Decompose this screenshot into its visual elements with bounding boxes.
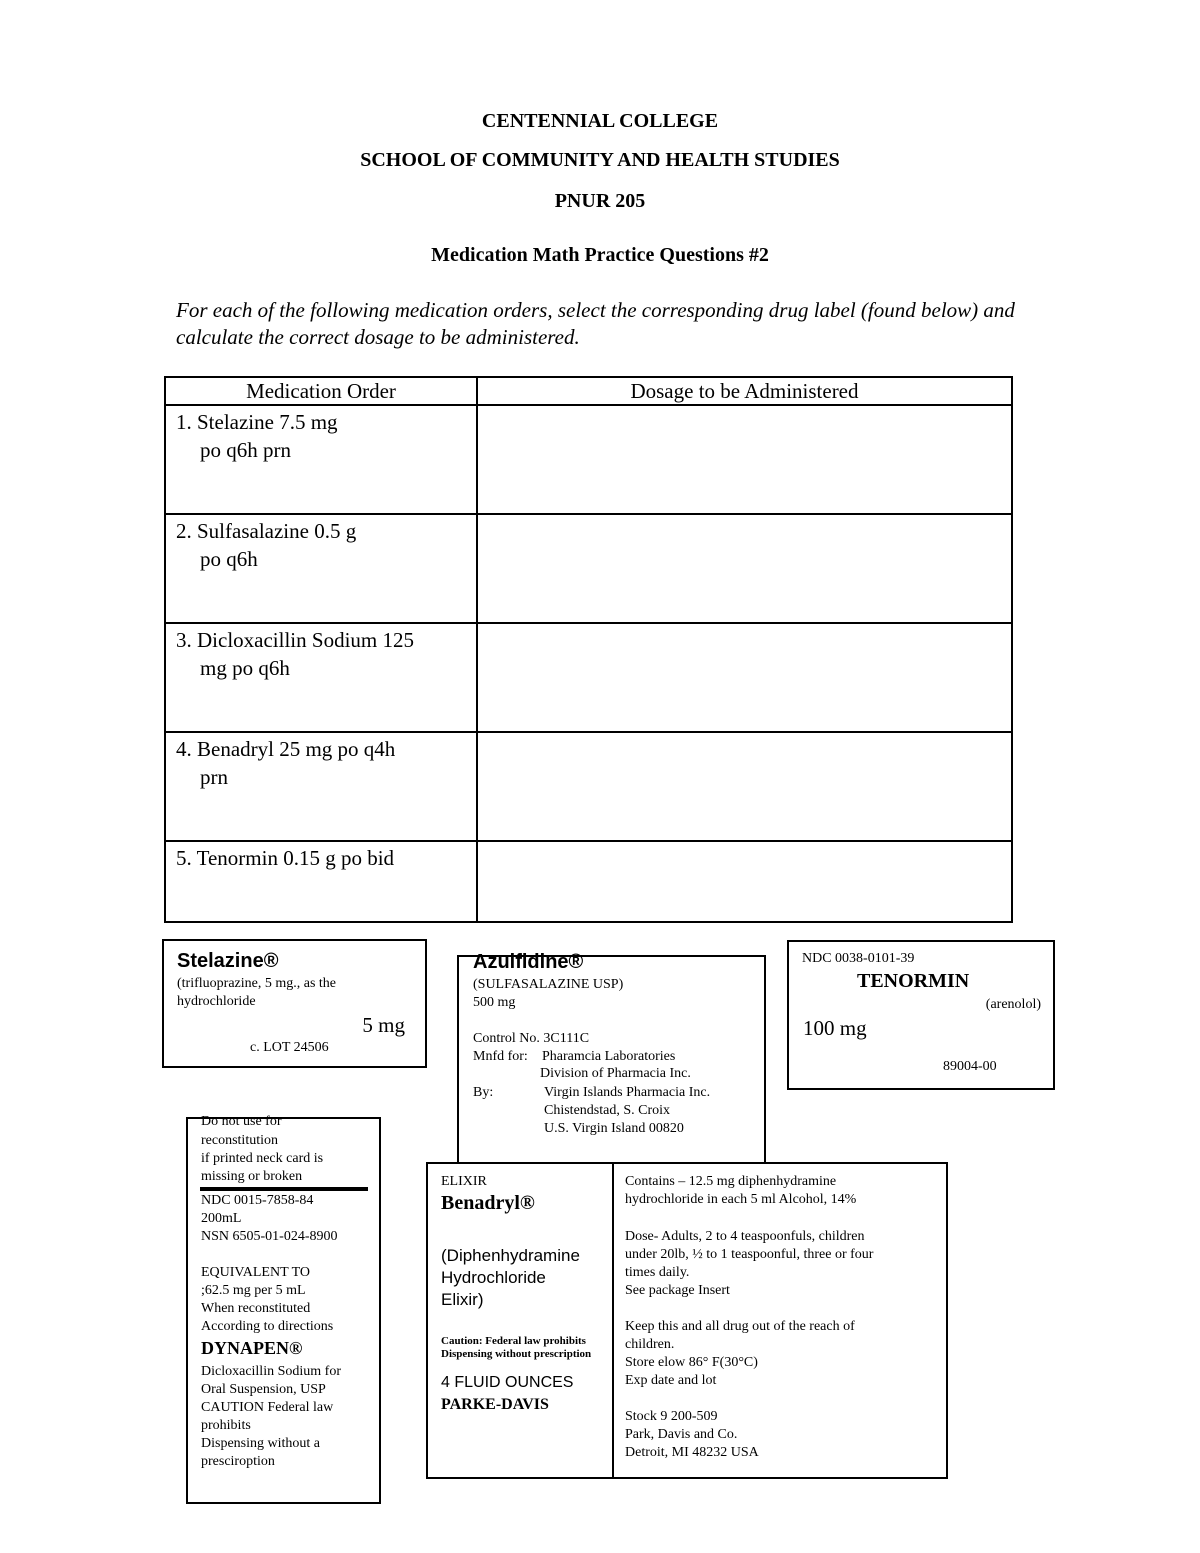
dynapen-equiv4: According to directions [201, 1319, 334, 1334]
table-row [165, 514, 1012, 623]
azulfidine-by2: Chistendstad, S. Croix [544, 1103, 671, 1118]
table-row [165, 405, 1012, 514]
benadryl-info: Keep this and all drug out of the reach of [625, 1319, 855, 1334]
dosage-cell[interactable] [477, 732, 1012, 841]
tenormin-generic: (arenolol) [985, 997, 1041, 1012]
dynapen-equiv3: When reconstituted [201, 1301, 311, 1316]
order-cell [165, 405, 477, 514]
benadryl-info: Contains – 12.5 mg diphenhydramine [625, 1174, 837, 1189]
order-cell [165, 732, 477, 841]
order-cell [165, 841, 477, 922]
table-row [165, 732, 1012, 841]
benadryl-maker: PARKE-DAVIS [441, 1396, 549, 1413]
benadryl-info: children. [625, 1337, 675, 1352]
order-line: 3. Dicloxacillin Sodium 125 [176, 628, 414, 652]
benadryl-generic2: Hydrochloride [441, 1268, 546, 1287]
dynapen-desc6: presciroption [201, 1454, 275, 1469]
azulfidine-generic: (SULFASALAZINE USP) [473, 977, 624, 992]
benadryl-volume: 4 FLUID OUNCES [441, 1374, 574, 1391]
order-line: 4. Benadryl 25 mg po q4h [176, 737, 396, 761]
azulfidine-brand: Azulfidine® [473, 951, 584, 973]
dynapen-desc2: Oral Suspension, USP [201, 1382, 326, 1397]
tenormin-brand: TENORMIN [857, 970, 970, 992]
azulfidine-label [457, 951, 766, 1165]
order-line: prn [200, 765, 228, 789]
azulfidine-by-label: By: [473, 1085, 494, 1100]
order-line: 1. Stelazine 7.5 mg [176, 410, 338, 434]
dosage-cell[interactable] [477, 623, 1012, 732]
stelazine-label [162, 939, 427, 1068]
azulfidine-by1: Virgin Islands Pharmacia Inc. [544, 1085, 711, 1100]
order-line: po q6h prn [200, 438, 291, 462]
medication-table [164, 376, 1013, 923]
dosage-cell[interactable] [477, 405, 1012, 514]
benadryl-info: Detroit, MI 48232 USA [625, 1445, 759, 1460]
benadryl-info: Store elow 86° F(30°C) [625, 1355, 758, 1370]
benadryl-generic1: (Diphenhydramine [441, 1246, 580, 1265]
dynapen-desc1: Dicloxacillin Sodium for [201, 1364, 341, 1379]
azulfidine-mnfd2: Division of Pharmacia Inc. [540, 1066, 691, 1081]
benadryl-caution2: Dispensing without prescription [441, 1348, 592, 1360]
dynapen-desc4: prohibits [201, 1418, 251, 1433]
dosage-cell[interactable] [477, 514, 1012, 623]
order-line: mg po q6h [200, 656, 290, 680]
dynapen-brand: DYNAPEN® [201, 1338, 303, 1358]
azulfidine-by3: U.S. Virgin Island 00820 [544, 1121, 684, 1136]
table-header-row [165, 377, 1012, 405]
benadryl-brand: Benadryl® [441, 1192, 535, 1214]
tenormin-strength: 100 mg [803, 1016, 867, 1040]
azulfidine-mnfd-label: Mnfd for: [473, 1049, 528, 1064]
table-row [165, 841, 1012, 922]
stelazine-strength: 5 mg [362, 1013, 405, 1037]
course-code: PNUR 205 [554, 190, 646, 212]
order-cell [165, 514, 477, 623]
benadryl-info: Exp date and lot [625, 1373, 717, 1388]
dynapen-label [186, 1114, 381, 1504]
order-cell [165, 623, 477, 732]
order-line: 2. Sulfasalazine 0.5 g [176, 519, 357, 543]
stelazine-desc: (trifluoprazine, 5 mg., as the hydrochloride [177, 976, 337, 1009]
dynapen-nsn: NSN 6505-01-024-8900 [201, 1229, 338, 1244]
school-name: SCHOOL OF COMMUNITY AND HEALTH STUDIES [360, 149, 840, 171]
azulfidine-control: Control No. 3C111C [473, 1031, 590, 1046]
order-line: 5. Tenormin 0.15 g po bid [176, 846, 395, 870]
page-title: Medication Math Practice Questions #2 [431, 244, 769, 266]
stelazine-lot: c. LOT 24506 [250, 1040, 329, 1055]
header-medication-order: Medication Order [165, 377, 477, 405]
dosage-cell[interactable] [477, 841, 1012, 922]
benadryl-generic3: Elixir) [441, 1290, 484, 1309]
benadryl-label [426, 1162, 948, 1479]
benadryl-type: ELIXIR [441, 1174, 487, 1189]
dynapen-warn4: missing or broken [201, 1169, 303, 1184]
tenormin-ndc: NDC 0038-0101-39 [802, 951, 915, 966]
benadryl-info: Stock 9 200-509 [625, 1409, 718, 1424]
header-dosage: Dosage to be Administered [477, 377, 1012, 405]
tenormin-code: 89004-00 [943, 1059, 997, 1074]
azulfidine-mnfd1: Pharamcia Laboratories [542, 1049, 676, 1064]
dynapen-desc3: CAUTION Federal law [201, 1400, 334, 1415]
benadryl-divider [612, 1164, 614, 1477]
college-name: CENTENNIAL COLLEGE [481, 110, 719, 132]
benadryl-info: Park, Davis and Co. [625, 1427, 738, 1442]
benadryl-info: See package Insert [625, 1283, 730, 1298]
dynapen-equiv2: ;62.5 mg per 5 mL [201, 1283, 306, 1298]
dynapen-warn1: Do not use for [201, 1114, 282, 1129]
benadryl-caution1: Caution: Federal law prohibits [441, 1335, 586, 1347]
dynapen-desc5: Dispensing without a [201, 1436, 320, 1451]
dynapen-divider [200, 1187, 368, 1191]
table-row [165, 623, 1012, 732]
dynapen-equiv1: EQUIVALENT TO [201, 1265, 311, 1280]
tenormin-label [787, 940, 1055, 1090]
benadryl-info: Dose- Adults, 2 to 4 teaspoonfuls, children [625, 1229, 865, 1244]
dynapen-ndc: NDC 0015-7858-84 [201, 1193, 314, 1208]
benadryl-info: hydrochloride in each 5 ml Alcohol, 14% [625, 1192, 857, 1207]
benadryl-info: times daily. [625, 1265, 690, 1280]
dynapen-volume: 200mL [201, 1211, 242, 1226]
instructions: For each of the following medication orders, select the corresponding drug label (found below) and calculate the correct dosage to be administered. [176, 298, 1015, 349]
stelazine-brand: Stelazine® [177, 950, 279, 972]
dynapen-warn2: reconstitution [201, 1133, 278, 1148]
order-line: po q6h [200, 547, 258, 571]
benadryl-info: under 20lb, ½ to 1 teaspoonful, three or four [625, 1247, 874, 1262]
azulfidine-strength: 500 mg [473, 995, 516, 1010]
dynapen-warn3: if printed neck card is [201, 1151, 324, 1166]
